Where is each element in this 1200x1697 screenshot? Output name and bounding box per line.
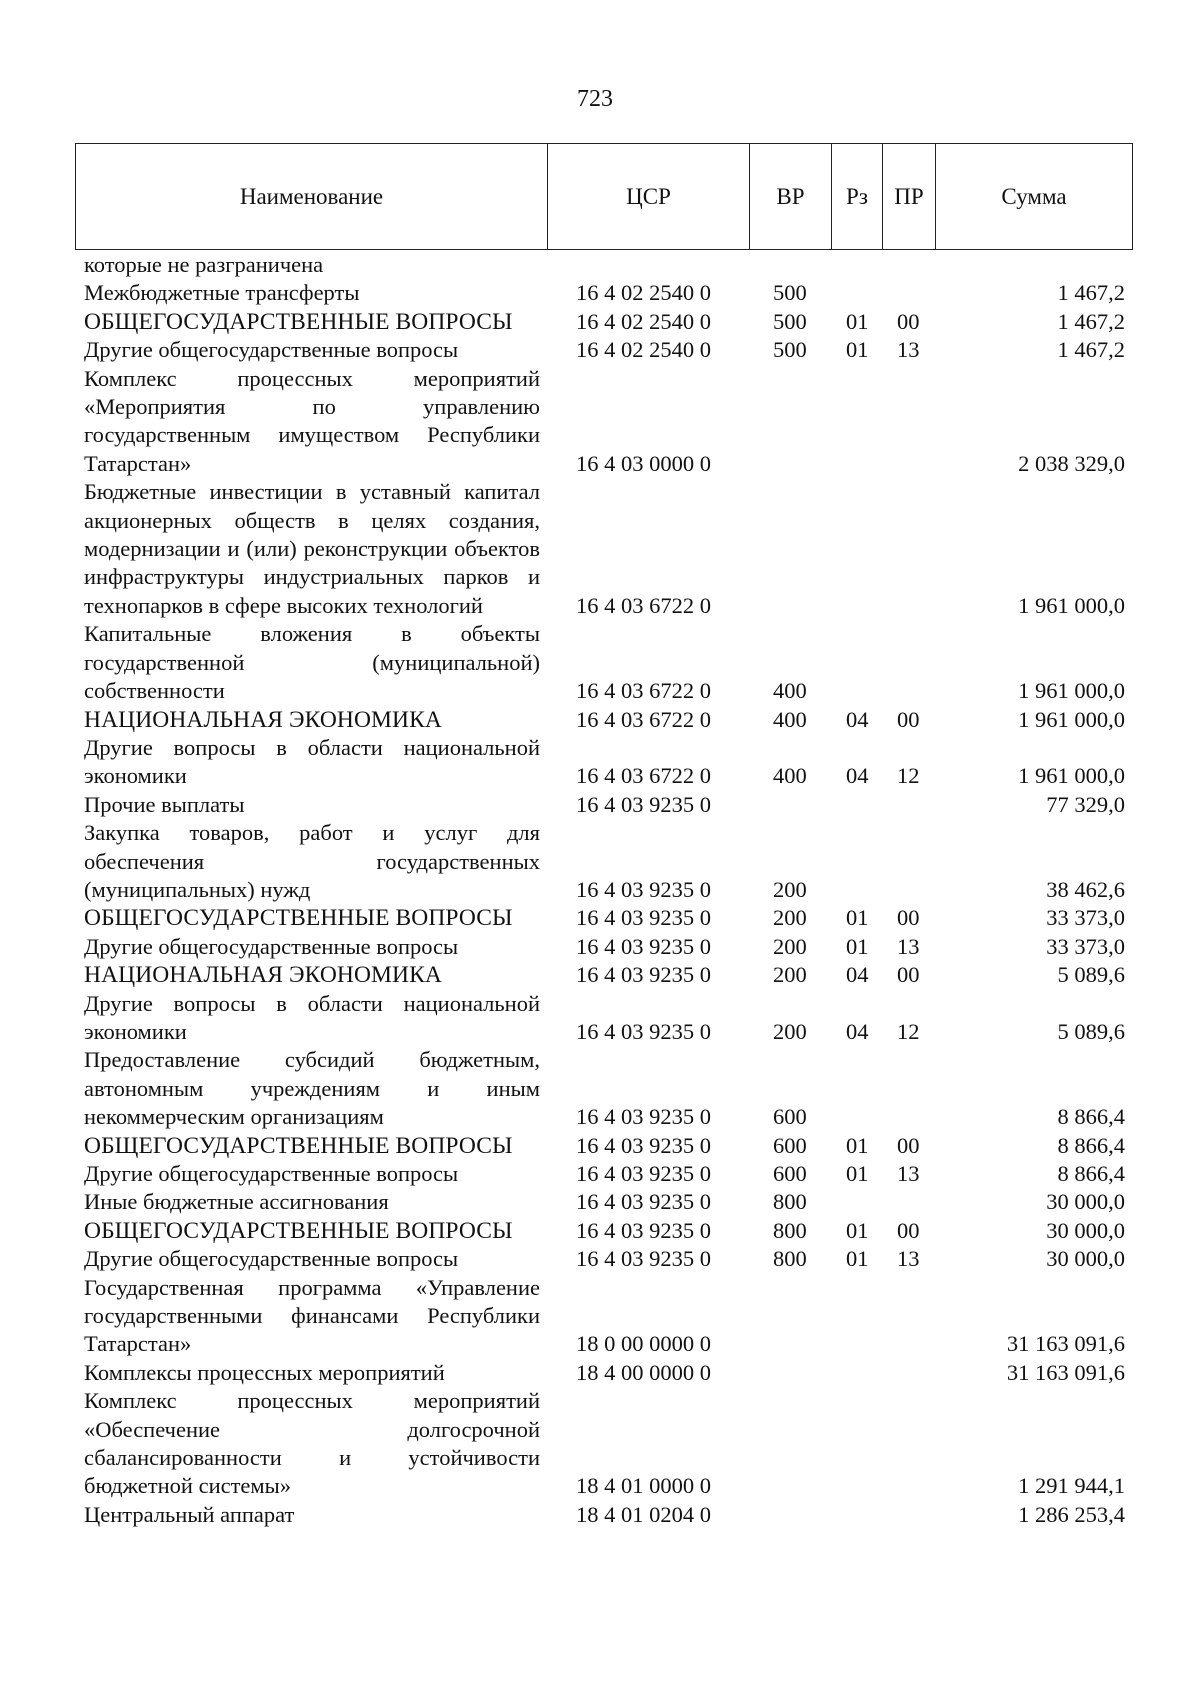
row-sum: 38 462,6 [1046,876,1125,902]
table-row [0,734,1200,791]
table-body [0,251,1200,1529]
row-sum: 8 866,4 [1057,1161,1125,1186]
table-row [0,1387,1200,1501]
row-csr: 16 4 03 9235 0 [576,791,711,817]
row-csr: 18 4 01 0204 0 [576,1501,711,1527]
row-name: ОБЩЕГОСУДАРСТВЕННЫЕ ВОПРОСЫ [84,905,513,932]
row-name: ОБЩЕГОСУДАРСТВЕННЫЕ ВОПРОСЫ [84,1132,513,1159]
row-csr: 16 4 03 9235 0 [576,1018,711,1044]
row-sum: 5 089,6 [1057,962,1125,988]
row-rz: 01 [846,337,869,363]
row-csr: 16 4 03 6722 0 [576,592,711,618]
row-csr: 16 4 03 0000 0 [576,450,711,476]
table-row [0,706,1200,734]
row-sum: 1 961 000,0 [1018,592,1125,618]
row-pr: 00 [897,962,920,988]
table-row [0,620,1200,705]
row-sum: 1 467,2 [1057,280,1125,306]
row-sum: 1 291 944,1 [1018,1473,1125,1499]
table-row [0,365,1200,479]
row-csr: 18 0 00 0000 0 [576,1331,711,1357]
row-vr: 400 [773,706,807,732]
row-vr: 600 [773,1161,807,1186]
row-pr: 00 [897,706,920,732]
row-name: Закупка товаров, работ и услуг для обеспечения государственных (муниципальных) нужд [84,820,540,902]
row-name: НАЦИОНАЛЬНАЯ ЭКОНОМИКА [84,706,442,733]
row-pr: 13 [897,337,920,363]
row-sum: 8 866,4 [1057,1132,1125,1158]
row-csr: 16 4 03 9235 0 [576,1132,711,1158]
row-name: Предоставление субсидий бюджетным, автономным учреждениям и иным некоммерческим организациям [84,1047,540,1130]
row-csr: 16 4 03 9235 0 [576,1161,711,1186]
row-pr: 13 [897,933,920,959]
row-name: Капитальные вложения в объекты государственной (муниципальной) собственности [84,621,540,704]
row-name: Прочие выплаты [84,791,245,817]
row-sum: 1 961 000,0 [1018,763,1125,789]
table-row [0,1132,1200,1160]
row-sum: 77 329,0 [1046,791,1125,817]
table-row [0,1217,1200,1245]
row-vr: 200 [773,962,807,988]
header-csr: ЦСР [548,144,750,249]
row-sum: 33 373,0 [1046,933,1125,959]
row-vr: 600 [773,1132,807,1158]
row-name: Другие общегосударственные вопросы [84,1161,459,1186]
row-name: Комплекс процессных мероприятий «Обеспечение долгосрочной сбалансированности и устойчивости бюджетной системы» [84,1388,540,1499]
row-vr: 200 [773,905,807,931]
row-sum: 30 000,0 [1046,1246,1125,1272]
row-vr: 200 [773,1018,807,1044]
row-csr: 16 4 03 9235 0 [576,1217,711,1243]
table-row [0,251,1200,279]
row-pr: 12 [897,1018,920,1044]
header-rz: Рз [832,144,883,249]
row-pr: 00 [897,905,920,931]
page-number: 723 [577,86,613,112]
row-rz: 01 [846,1161,869,1186]
row-name: Центральный аппарат [84,1501,295,1527]
table-row [0,1245,1200,1273]
row-vr: 500 [773,337,807,363]
table-row [0,1274,1200,1359]
row-sum: 33 373,0 [1046,905,1125,931]
row-pr: 13 [897,1161,920,1186]
table-row [0,1188,1200,1216]
row-rz: 04 [846,962,869,988]
row-rz: 01 [846,1217,869,1243]
row-rz: 01 [846,933,869,959]
row-pr: 00 [897,308,920,334]
row-vr: 800 [773,1246,807,1272]
row-name: Комплекс процессных мероприятий «Мероприятия по управлению государственным имуществом Республики Татарстан» [84,365,540,476]
table-row [0,961,1200,989]
row-csr: 16 4 03 9235 0 [576,1189,711,1215]
table-row [0,1160,1200,1188]
table-row [0,990,1200,1047]
row-pr: 00 [897,1217,920,1243]
row-sum: 1 286 253,4 [1018,1501,1125,1527]
row-sum: 8 866,4 [1057,1104,1125,1130]
table-header [75,143,1133,250]
table-row [0,308,1200,336]
row-sum: 1 467,2 [1057,308,1125,334]
row-name: ОБЩЕГОСУДАРСТВЕННЫЕ ВОПРОСЫ [84,1217,513,1244]
row-sum: 1 467,2 [1057,337,1125,363]
row-name: Комплексы процессных мероприятий [84,1359,445,1385]
header-name: Наименование [76,144,548,249]
table-row [0,1359,1200,1387]
row-vr: 600 [773,1104,807,1130]
row-csr: 16 4 03 9235 0 [576,905,711,931]
table-row [0,279,1200,307]
row-pr: 00 [897,1132,920,1158]
row-name: Другие общегосударственные вопросы [84,337,459,363]
header-pr: ПР [883,144,936,249]
row-name: Межбюджетные трансферты [84,280,360,306]
row-name: ОБЩЕГОСУДАРСТВЕННЫЕ ВОПРОСЫ [84,308,513,335]
row-name: Бюджетные инвестиции в уставный капитал акционерных обществ в целях создания, модернизации и (или) реконструкции объектов инфраструктуры индустриальных парков и технопарков в сфере высоких технологий [84,479,540,618]
table-row [0,791,1200,819]
row-csr: 16 4 03 9235 0 [576,962,711,988]
row-vr: 500 [773,308,807,334]
row-vr: 400 [773,678,807,704]
row-csr: 16 4 02 2540 0 [576,308,711,334]
row-csr: 18 4 00 0000 0 [576,1359,711,1385]
row-vr: 500 [773,280,807,306]
row-name: Иные бюджетные ассигнования [84,1189,389,1215]
row-sum: 1 961 000,0 [1018,706,1125,732]
row-sum: 30 000,0 [1046,1217,1125,1243]
row-csr: 16 4 03 6722 0 [576,763,711,789]
row-sum: 1 961 000,0 [1018,678,1125,704]
row-rz: 01 [846,308,869,334]
row-csr: 16 4 03 9235 0 [576,1246,711,1272]
row-csr: 16 4 03 9235 0 [576,933,711,959]
row-vr: 400 [773,763,807,789]
row-csr: 16 4 03 9235 0 [576,1104,711,1130]
row-rz: 01 [846,1132,869,1158]
row-csr: 16 4 02 2540 0 [576,337,711,363]
row-sum: 5 089,6 [1057,1018,1125,1044]
table-row [0,1046,1200,1131]
row-csr: 16 4 02 2540 0 [576,280,711,306]
table-row [0,904,1200,932]
row-pr: 12 [897,763,920,789]
row-name: которые не разграничена [84,252,324,277]
row-name: НАЦИОНАЛЬНАЯ ЭКОНОМИКА [84,962,442,989]
row-vr: 800 [773,1189,807,1215]
row-pr: 13 [897,1246,920,1272]
row-csr: 16 4 03 6722 0 [576,678,711,704]
row-name: Другие вопросы в области национальной экономики [84,734,540,789]
table-row [0,336,1200,364]
header-vr: ВР [750,144,832,249]
row-rz: 04 [846,763,869,789]
row-rz: 01 [846,905,869,931]
row-sum: 30 000,0 [1046,1189,1125,1215]
table-row [0,933,1200,961]
row-rz: 01 [846,1246,869,1272]
header-sum: Сумма [1001,183,1067,209]
row-sum: 31 163 091,6 [1006,1359,1125,1385]
row-rz: 04 [846,706,869,732]
table-row [0,478,1200,620]
row-vr: 800 [773,1217,807,1243]
row-sum: 2 038 329,0 [1018,450,1125,476]
table-row [0,819,1200,904]
row-name: Государственная программа «Управление государственными финансами Республики Татарстан» [84,1274,540,1357]
row-name: Другие общегосударственные вопросы [84,933,459,959]
row-vr: 200 [773,876,807,902]
row-sum: 31 163 091,6 [1006,1331,1125,1357]
row-name: Другие общегосударственные вопросы [84,1246,459,1272]
row-rz: 04 [846,1018,869,1044]
row-vr: 200 [773,933,807,959]
row-name: Другие вопросы в области национальной экономики [84,990,540,1044]
row-csr: 18 4 01 0000 0 [576,1473,711,1499]
table-row [0,1501,1200,1529]
row-csr: 16 4 03 6722 0 [576,706,711,732]
row-csr: 16 4 03 9235 0 [576,876,711,902]
